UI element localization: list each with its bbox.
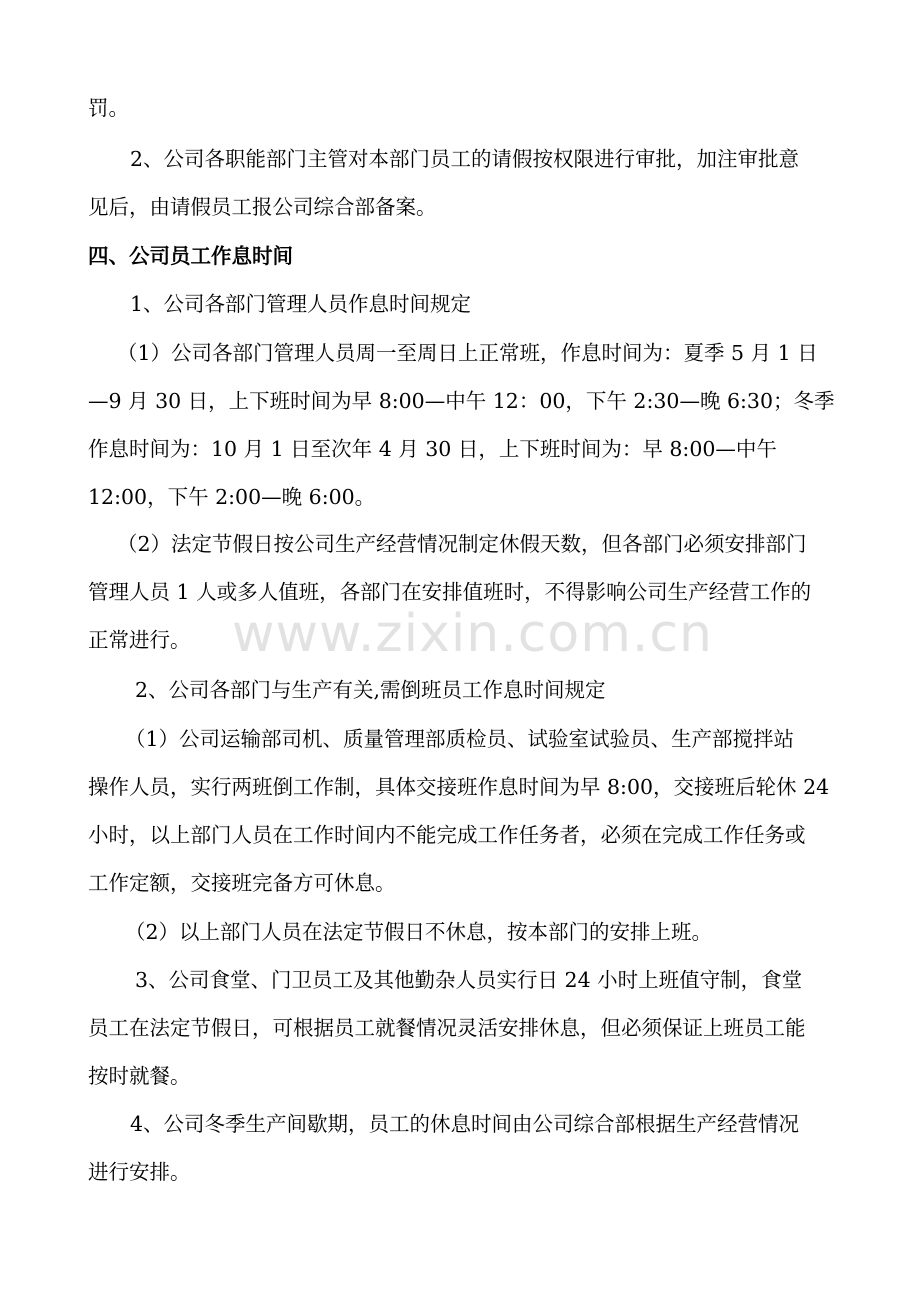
text-line: 罚。 — [88, 96, 129, 120]
text-line: （2）以上部门人员在法定节假日不休息，按本部门的安排上班。 — [125, 920, 713, 944]
text-line: 按时就餐。 — [88, 1064, 191, 1088]
text-line: 见后，由请假员工报公司综合部备案。 — [88, 195, 437, 219]
text-line: 2、公司各职能部门主管对本部门员工的请假按权限进行审批，加注审批意 — [130, 147, 800, 171]
text-line: 1、公司各部门管理人员作息时间规定 — [130, 292, 472, 316]
text-line: 作息时间为：10 月 1 日至次年 4 月 30 日，上下班时间为：早 8:00—中午 — [88, 437, 777, 461]
text-line: 员工在法定节假日，可根据员工就餐情况灵活安排休息，但必须保证上班员工能 — [88, 1016, 806, 1040]
text-line: 12:00，下午 2:00—晚 6:00。 — [88, 485, 376, 509]
text-line: 正常进行。 — [88, 628, 191, 652]
text-line: 3、公司食堂、门卫员工及其他勤杂人员实行日 24 小时上班值守制，食堂 — [135, 968, 803, 992]
text-line: （1）公司运输部司机、质量管理部质检员、试验室试验员、生产部搅拌站 — [125, 727, 795, 751]
watermark: www.zixin.com.cn — [232, 604, 713, 664]
text-line: （2）法定节假日按公司生产经营情况制定休假天数，但各部门必须安排部门 — [117, 532, 807, 556]
text-line: 4、公司冬季生产间歇期，员工的休息时间由公司综合部根据生产经营情况 — [130, 1112, 800, 1136]
section-heading: 四、公司员工作息时间 — [88, 244, 293, 268]
text-line: —9 月 30 日，上下班时间为早 8:00—中午 12：00，下午 2:30—晚 6:30；冬季 — [88, 389, 835, 413]
text-line: 管理人员 1 人或多人值班，各部门在安排值班时，不得影响公司生产经营工作的 — [88, 580, 812, 604]
text-line: 工作定额，交接班完备方可休息。 — [88, 871, 396, 895]
text-line: （1）公司各部门管理人员周一至周日上正常班，作息时间为：夏季 5 月 1 日 — [117, 341, 818, 365]
text-line: 操作人员，实行两班倒工作制，具体交接班作息时间为早 8:00，交接班后轮休 24 — [88, 775, 830, 799]
text-line: 小时，以上部门人员在工作时间内不能完成工作任务者，必须在完成工作任务或 — [88, 823, 806, 847]
text-line: 2、公司各部门与生产有关,需倒班员工作息时间规定 — [135, 678, 606, 702]
text-line: 进行安排。 — [88, 1160, 191, 1184]
